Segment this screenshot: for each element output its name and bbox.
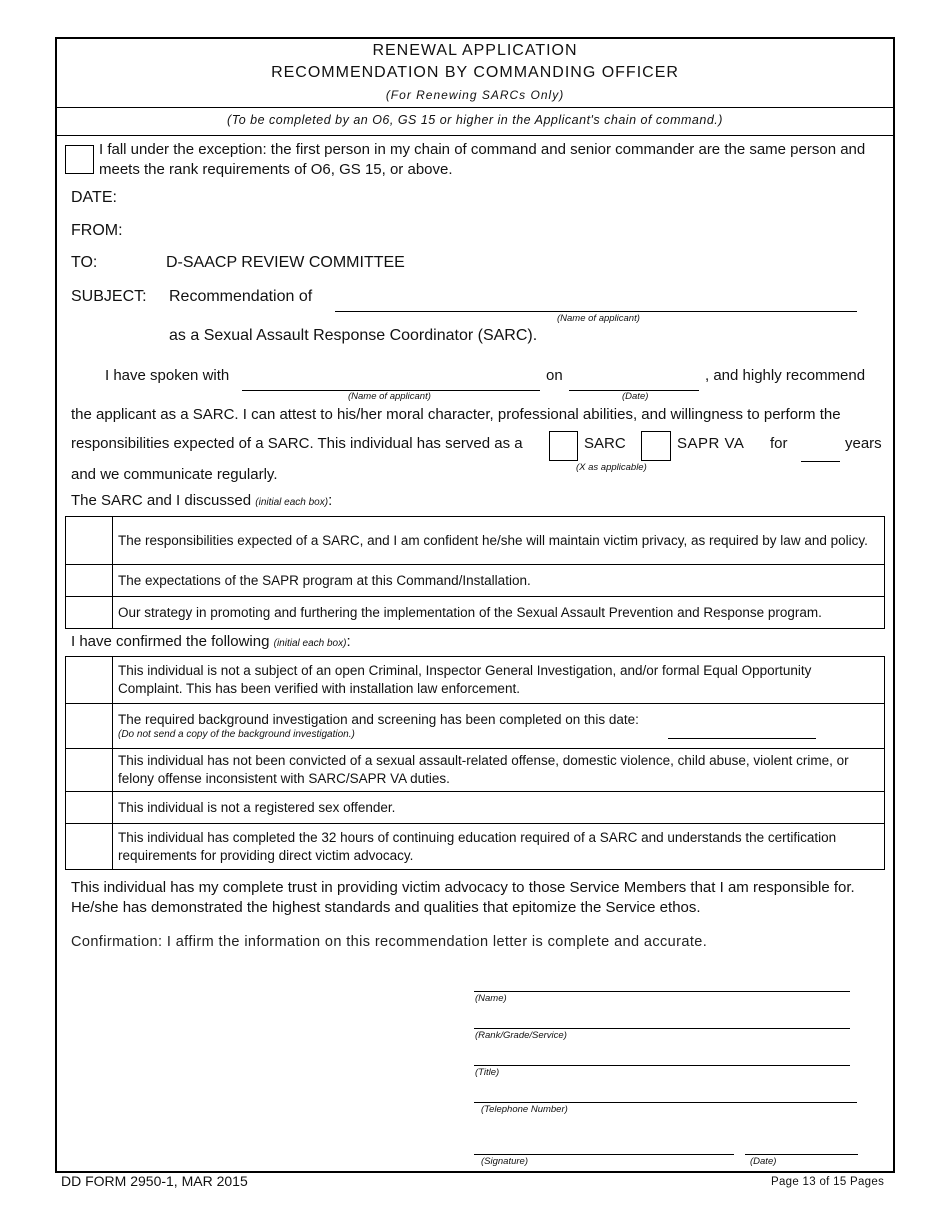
statement-line-4: and we communicate regularly. — [71, 466, 278, 483]
background-check-date-field[interactable] — [668, 738, 816, 739]
initial-box[interactable] — [66, 824, 113, 870]
background-check-text: The required background investigation and screening has been completed on this date: — [118, 711, 639, 727]
applicant-name-field[interactable] — [335, 311, 857, 312]
sarc-label: SARC — [584, 435, 626, 452]
table-row — [66, 565, 885, 597]
initial-box[interactable] — [66, 657, 113, 704]
title-caption: (Title) — [475, 1067, 500, 1078]
confirmed-note: (initial each box) — [273, 638, 347, 649]
initial-box[interactable] — [66, 792, 113, 824]
from-label: FROM: — [71, 222, 123, 239]
telephone-field[interactable] — [474, 1102, 857, 1103]
signature-date-caption: (Date) — [750, 1156, 777, 1167]
x-caption: (X as applicable) — [576, 462, 647, 473]
rank-caption: (Rank/Grade/Service) — [475, 1030, 567, 1041]
signature-caption: (Signature) — [481, 1156, 528, 1167]
statement-line-3: responsibilities expected of a SARC. This individual has served as a — [71, 435, 523, 452]
confirmed-title: I have confirmed the following — [71, 633, 270, 650]
signature-date-field[interactable] — [745, 1154, 858, 1155]
years-text: years — [845, 435, 882, 452]
subject-text: Recommendation of — [169, 288, 313, 305]
initial-box[interactable] — [66, 704, 113, 749]
background-check-note: (Do not send a copy of the background investigation.) — [118, 729, 355, 741]
initial-box[interactable] — [66, 517, 113, 565]
trust-paragraph: This individual has my complete trust in providing victim advocacy to those Service Members that I am responsible for. He/she has demonstrated the highest standards and qualities that epitomize the Service ethos. — [71, 879, 855, 916]
confirmation-text: Confirmation: I affirm the information on this recommendation letter is complete and accurate. — [71, 934, 708, 950]
initial-box[interactable] — [66, 597, 113, 629]
signature-field[interactable] — [474, 1154, 734, 1155]
sapr-va-checkbox[interactable] — [641, 431, 671, 461]
date-label: DATE: — [71, 189, 117, 206]
table-row — [66, 792, 885, 824]
form-subtitle: RECOMMENDATION BY COMMANDING OFFICER — [271, 64, 679, 81]
divider — [57, 135, 893, 136]
for-text: for — [770, 435, 788, 452]
confirmed-item: This individual is not a registered sex offender. — [113, 792, 885, 824]
initial-box[interactable] — [66, 749, 113, 792]
discussed-table — [65, 516, 885, 629]
confirmed-heading — [71, 633, 351, 650]
confirmed-colon: : — [346, 633, 351, 650]
discussed-item: The expectations of the SAPR program at this Command/Installation. — [113, 565, 885, 597]
page-number: Page 13 of 15 Pages — [771, 1176, 885, 1188]
divider — [57, 107, 893, 108]
table-row — [66, 749, 885, 792]
discussed-item: The responsibilities expected of a SARC, and I am confident he/she will maintain victim privacy, as required by law and policy. — [113, 517, 885, 565]
table-row — [66, 824, 885, 870]
discussed-heading — [71, 492, 332, 509]
spoken-with-text: I have spoken with — [105, 367, 230, 384]
recommend-text: , and highly recommend — [705, 367, 866, 384]
name-caption: (Name) — [475, 993, 507, 1004]
title-field[interactable] — [474, 1065, 850, 1066]
form-title: RENEWAL APPLICATION — [372, 42, 578, 59]
renewal-note: (For Renewing SARCs Only) — [385, 88, 565, 102]
applicant-caption: (Name of applicant) — [557, 313, 640, 324]
years-field[interactable] — [801, 461, 840, 462]
subject-label: SUBJECT: — [71, 288, 147, 305]
initial-box[interactable] — [66, 565, 113, 597]
exception-text: I fall under the exception: the first person in my chain of command and senior commander are the same person and meets the rank requirements of O6, GS 15, or above. — [99, 141, 866, 178]
confirmed-item: This individual has not been convicted of a sexual assault-related offense, domestic violence, child abuse, violent crime, or felony offense inconsistent with SARC/SAPR VA duties. — [113, 749, 885, 792]
name-field[interactable] — [474, 991, 850, 992]
name-caption: (Name of applicant) — [348, 391, 431, 402]
table-row — [66, 597, 885, 629]
discussed-note: (initial each box) — [255, 497, 329, 508]
table-row — [66, 657, 885, 704]
exception-checkbox[interactable] — [65, 145, 94, 174]
to-value: D-SAACP REVIEW COMMITTEE — [166, 254, 405, 271]
table-row — [66, 517, 885, 565]
instruction-text: (To be completed by an O6, GS 15 or higher in the Applicant's chain of command.) — [227, 113, 723, 127]
sapr-va-label: SAPR VA — [677, 435, 745, 452]
form-number: DD FORM 2950-1, MAR 2015 — [61, 1173, 248, 1189]
sarc-checkbox[interactable] — [549, 431, 578, 461]
subject-continuation: as a Sexual Assault Response Coordinator (SARC). — [169, 327, 538, 344]
confirmed-table — [65, 656, 885, 870]
table-row — [66, 704, 885, 749]
confirmed-item: This individual has completed the 32 hours of continuing education required of a SARC and understands the certification requirements for providing direct victim advocacy. — [113, 824, 885, 870]
discussed-colon: : — [328, 492, 333, 509]
confirmed-item: This individual is not a subject of an open Criminal, Inspector General Investigation, and/or formal Equal Opportunity Complaint. This has been verified with installation law enforcement. — [113, 657, 885, 704]
on-text: on — [546, 367, 563, 384]
rank-field[interactable] — [474, 1028, 850, 1029]
telephone-caption: (Telephone Number) — [481, 1104, 568, 1115]
to-label: TO: — [71, 254, 98, 271]
statement-line-2: the applicant as a SARC. I can attest to his/her moral character, professional abilities, and willingness to perform the — [71, 406, 841, 423]
discussed-title: The SARC and I discussed — [71, 492, 252, 509]
discussed-item: Our strategy in promoting and furthering the implementation of the Sexual Assault Prevention and Response program. — [113, 597, 885, 629]
confirmed-item — [113, 704, 885, 749]
date-caption: (Date) — [622, 391, 649, 402]
